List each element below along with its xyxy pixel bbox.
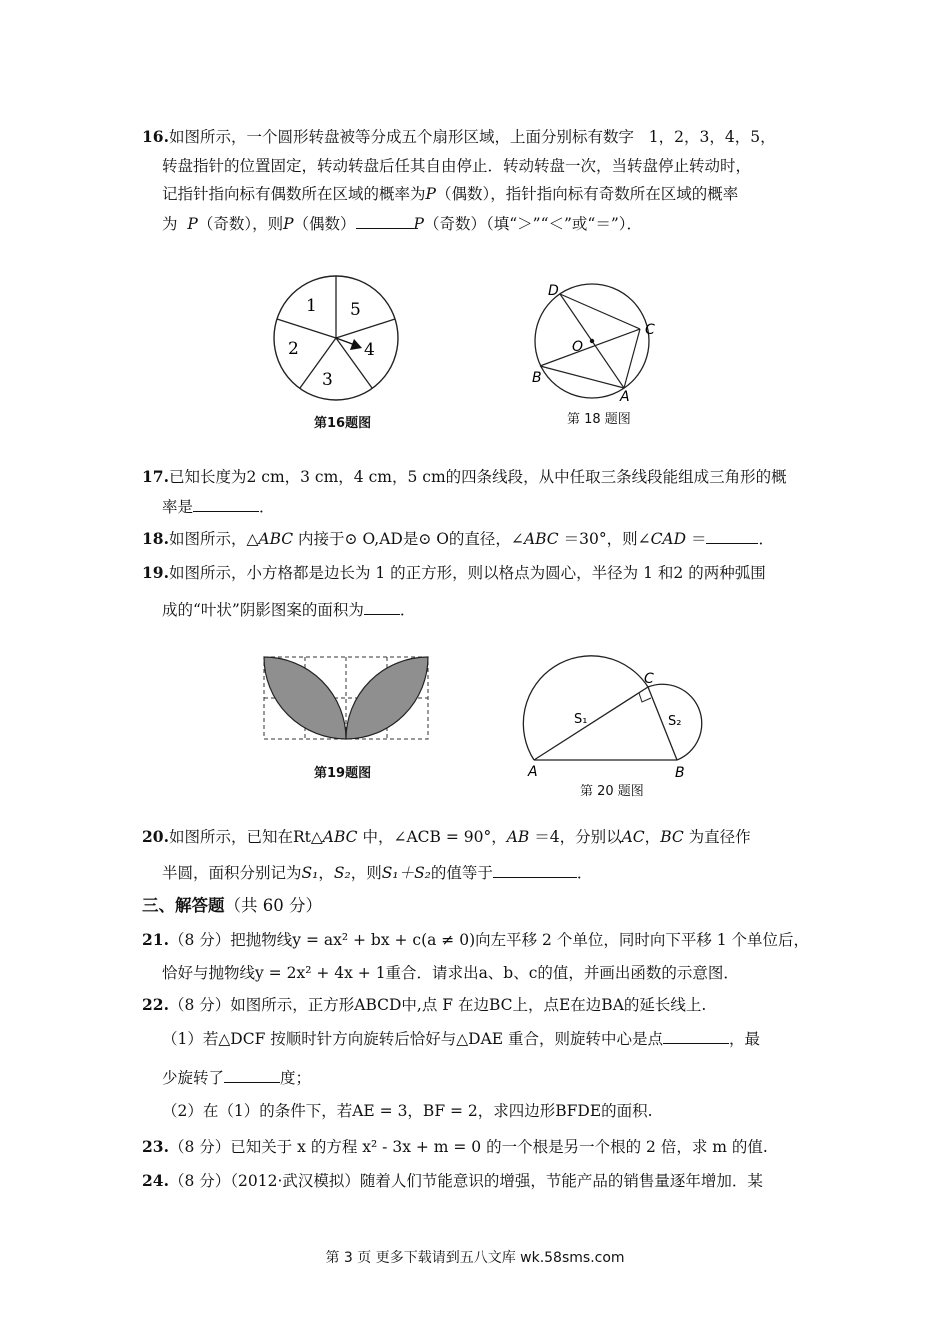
fig20-label-S1: S₁ bbox=[574, 712, 588, 727]
q19-text2: 成的“叶状”阴影图案的面积为 bbox=[162, 601, 364, 619]
q20-text-2f: S₁＋S₂ bbox=[381, 864, 431, 882]
q19-line2 bbox=[162, 598, 415, 621]
fig18-label-D: D bbox=[548, 283, 559, 299]
q17-text2: 率是 bbox=[162, 498, 194, 516]
q17-line2 bbox=[162, 495, 275, 518]
q17-number: 17. bbox=[142, 467, 169, 486]
fig20-label-A: A bbox=[528, 764, 538, 780]
q22-sub1-line1 bbox=[162, 1027, 760, 1050]
q18-number: 18. bbox=[142, 529, 169, 548]
q24-line bbox=[142, 1170, 763, 1192]
fig18-caption: 第 18 题图 bbox=[567, 412, 631, 427]
q17-line1 bbox=[142, 466, 787, 488]
q21-text1: （8 分）把抛物线y = ax² + bx + c(a ≠ 0)向左平移 2 个单位，同时向下平移 1 个单位后， bbox=[168, 931, 810, 949]
q19-text1: 如图所示，小方格都是边长为 1 的正方形，则以格点为圆心，半径为 1 和2 的两种弧围 bbox=[168, 564, 766, 582]
q22-degree-blank[interactable] bbox=[224, 1066, 280, 1083]
leaf-figure-19 bbox=[262, 655, 430, 743]
fig20-label-S2: S₂ bbox=[668, 714, 682, 729]
q20-text-1h: BC bbox=[660, 828, 684, 846]
q20-text-1e: ＝4，分别以 bbox=[529, 828, 622, 846]
q20-end: ． bbox=[576, 864, 593, 882]
spinner-figure bbox=[270, 275, 410, 405]
section3-heading bbox=[142, 895, 322, 917]
fig19-caption: 第19题图 bbox=[314, 766, 372, 781]
fig16-caption: 第16题图 bbox=[314, 416, 372, 431]
q20-text-2e: ，则 bbox=[350, 864, 382, 882]
left-leaf bbox=[264, 657, 346, 739]
q16-p3: P bbox=[283, 215, 294, 233]
sector-label-1: 1 bbox=[306, 296, 317, 316]
q24-text: （8 分）（2012·武汉模拟）随着人们节能意识的增强，节能产品的销售量逐年增加．某 bbox=[168, 1172, 763, 1190]
q16-text3c: （偶数），指针指向标有奇数所在区域的概率 bbox=[435, 185, 739, 203]
q22-sub1d: 度； bbox=[280, 1069, 312, 1087]
q18-end: ． bbox=[758, 530, 774, 548]
q19-line1 bbox=[142, 562, 766, 584]
q16-number: 16. bbox=[142, 127, 169, 146]
q16-line3 bbox=[162, 183, 738, 205]
q18-answer-blank[interactable] bbox=[706, 527, 758, 544]
circle-figure-18 bbox=[528, 278, 663, 403]
fig18-label-B: B bbox=[532, 370, 542, 386]
q22-sub1b: ，最 bbox=[729, 1030, 761, 1048]
q20-text-2c: ， bbox=[318, 864, 334, 882]
q16-p2: P bbox=[187, 215, 198, 233]
q20-text-1d: AB bbox=[506, 828, 530, 846]
q19-number: 19. bbox=[142, 563, 169, 582]
q21-number: 21. bbox=[142, 930, 169, 949]
q16-text1: 如图所示，一个圆形转盘被等分成五个扇形区域，上面分别标有数字 bbox=[168, 128, 634, 146]
q20-text-1c: 中，∠ACB = 90°， bbox=[357, 828, 507, 846]
q22-text1: （8 分）如图所示，正方形ABCD中,点 F 在边BC上，点E在边BA的延长线上. bbox=[168, 996, 707, 1014]
q20-line1 bbox=[142, 826, 751, 848]
section3-suffix: （共 60 分） bbox=[224, 896, 322, 915]
q20-text-1a: 如图所示，已知在Rt△ bbox=[168, 828, 323, 846]
q20-text-2b: S₁ bbox=[301, 864, 319, 882]
q18-text-e: ＝30°，则∠ bbox=[558, 530, 651, 548]
q16-digits: 1，2，3，4，5， bbox=[648, 128, 776, 146]
q22-sub1-line2 bbox=[162, 1066, 311, 1089]
q20-text-1f: AC bbox=[621, 828, 645, 846]
q20-text-2g: 的值等于 bbox=[430, 864, 493, 882]
sector-label-2: 2 bbox=[288, 339, 299, 359]
q21-line1 bbox=[142, 929, 809, 951]
sector-label-3: 3 bbox=[322, 370, 333, 390]
q22-number: 22. bbox=[142, 995, 169, 1014]
q16-line4 bbox=[162, 212, 642, 235]
q16-line2: 转盘指针的位置固定，转动转盘后任其自由停止．转动转盘一次，当转盘停止转动时， bbox=[162, 157, 752, 175]
q16-text3a: 记指针指向标有偶数所在区域的概率为 bbox=[162, 185, 426, 203]
q18-line bbox=[142, 527, 774, 550]
q20-line2 bbox=[162, 861, 592, 884]
fig20-caption: 第 20 题图 bbox=[580, 784, 644, 799]
semicircle-figure-20 bbox=[522, 645, 712, 780]
q16-p4: P bbox=[413, 215, 424, 233]
q16-answer-blank[interactable] bbox=[356, 212, 414, 229]
fig18-label-C: C bbox=[645, 322, 655, 338]
q16-text4a: 为 bbox=[162, 215, 178, 233]
q22-sub1a: （1）若△DCF 按顺时针方向旋转后恰好与△DAE 重合，则旋转中心是点 bbox=[162, 1030, 664, 1048]
fig18-label-O: O bbox=[572, 339, 584, 355]
q20-text-1i: 为直径作 bbox=[683, 828, 751, 846]
q24-number: 24. bbox=[142, 1171, 169, 1190]
q20-text-2d: S₂ bbox=[333, 864, 351, 882]
q18-text-f: CAD bbox=[650, 530, 687, 548]
section3-title: 三、解答题 bbox=[142, 896, 225, 915]
q20-number: 20. bbox=[142, 827, 169, 846]
q20-answer-blank[interactable] bbox=[493, 861, 577, 878]
q16-line1 bbox=[142, 126, 776, 148]
q18-text-a: 如图所示，△ bbox=[168, 530, 259, 548]
q16-text4g: （奇数）（填“＞”“＜”或“＝”）． bbox=[423, 215, 643, 233]
q22-sub2: （2）在（1）的条件下，若AE = 3，BF = 2，求四边形BFDE的面积. bbox=[162, 1102, 653, 1120]
sector-label-5: 5 bbox=[350, 300, 361, 320]
fig18-label-A: A bbox=[620, 389, 630, 403]
q23-number: 23. bbox=[142, 1137, 169, 1156]
q16-text4c: （奇数），则 bbox=[197, 215, 284, 233]
fig20-label-C: C bbox=[644, 671, 654, 687]
q18-text-c: 内接于⊙ O,AD是⊙ O的直径，∠ bbox=[293, 530, 524, 548]
q19-answer-blank[interactable] bbox=[364, 598, 400, 615]
fig20-label-B: B bbox=[675, 765, 685, 780]
q20-text-1g: ， bbox=[644, 828, 661, 846]
page-footer: 第 3 页 更多下载请到五八文库 wk.58sms.com bbox=[325, 1250, 625, 1266]
q18-text-d: ABC bbox=[523, 530, 559, 548]
q18-text-b: ABC bbox=[258, 530, 294, 548]
q20-text-2a: 半圆，面积分别记为 bbox=[162, 864, 302, 882]
q23-text: （8 分）已知关于 x 的方程 x² - 3x + m = 0 的一个根是另一个根的 2 倍，求 m 的值. bbox=[168, 1138, 768, 1156]
q17-answer-blank[interactable] bbox=[193, 495, 259, 512]
q18-text-g: ＝ bbox=[686, 530, 707, 548]
q22-line1 bbox=[142, 994, 706, 1016]
q17-end: ． bbox=[259, 498, 275, 516]
sector-label-4: 4 bbox=[364, 340, 375, 360]
q17-text1: 已知长度为2 cm，3 cm，4 cm，5 cm的四条线段，从中任取三条线段能组成三角形的概 bbox=[168, 468, 787, 486]
q23-line bbox=[142, 1136, 768, 1158]
q19-end: ． bbox=[399, 601, 416, 619]
q22-sub1c: 少旋转了 bbox=[162, 1069, 225, 1087]
q20-text-1b: ABC bbox=[322, 828, 358, 846]
q21-line2: 恰好与抛物线y = 2x² + 4x + 1重合．请求出a、b、c的值，并画出函数的示意图． bbox=[162, 964, 739, 982]
right-leaf bbox=[346, 657, 428, 739]
q22-center-blank[interactable] bbox=[663, 1027, 729, 1044]
q16-p1: P bbox=[425, 185, 436, 203]
q16-text4e: （偶数） bbox=[293, 215, 356, 233]
